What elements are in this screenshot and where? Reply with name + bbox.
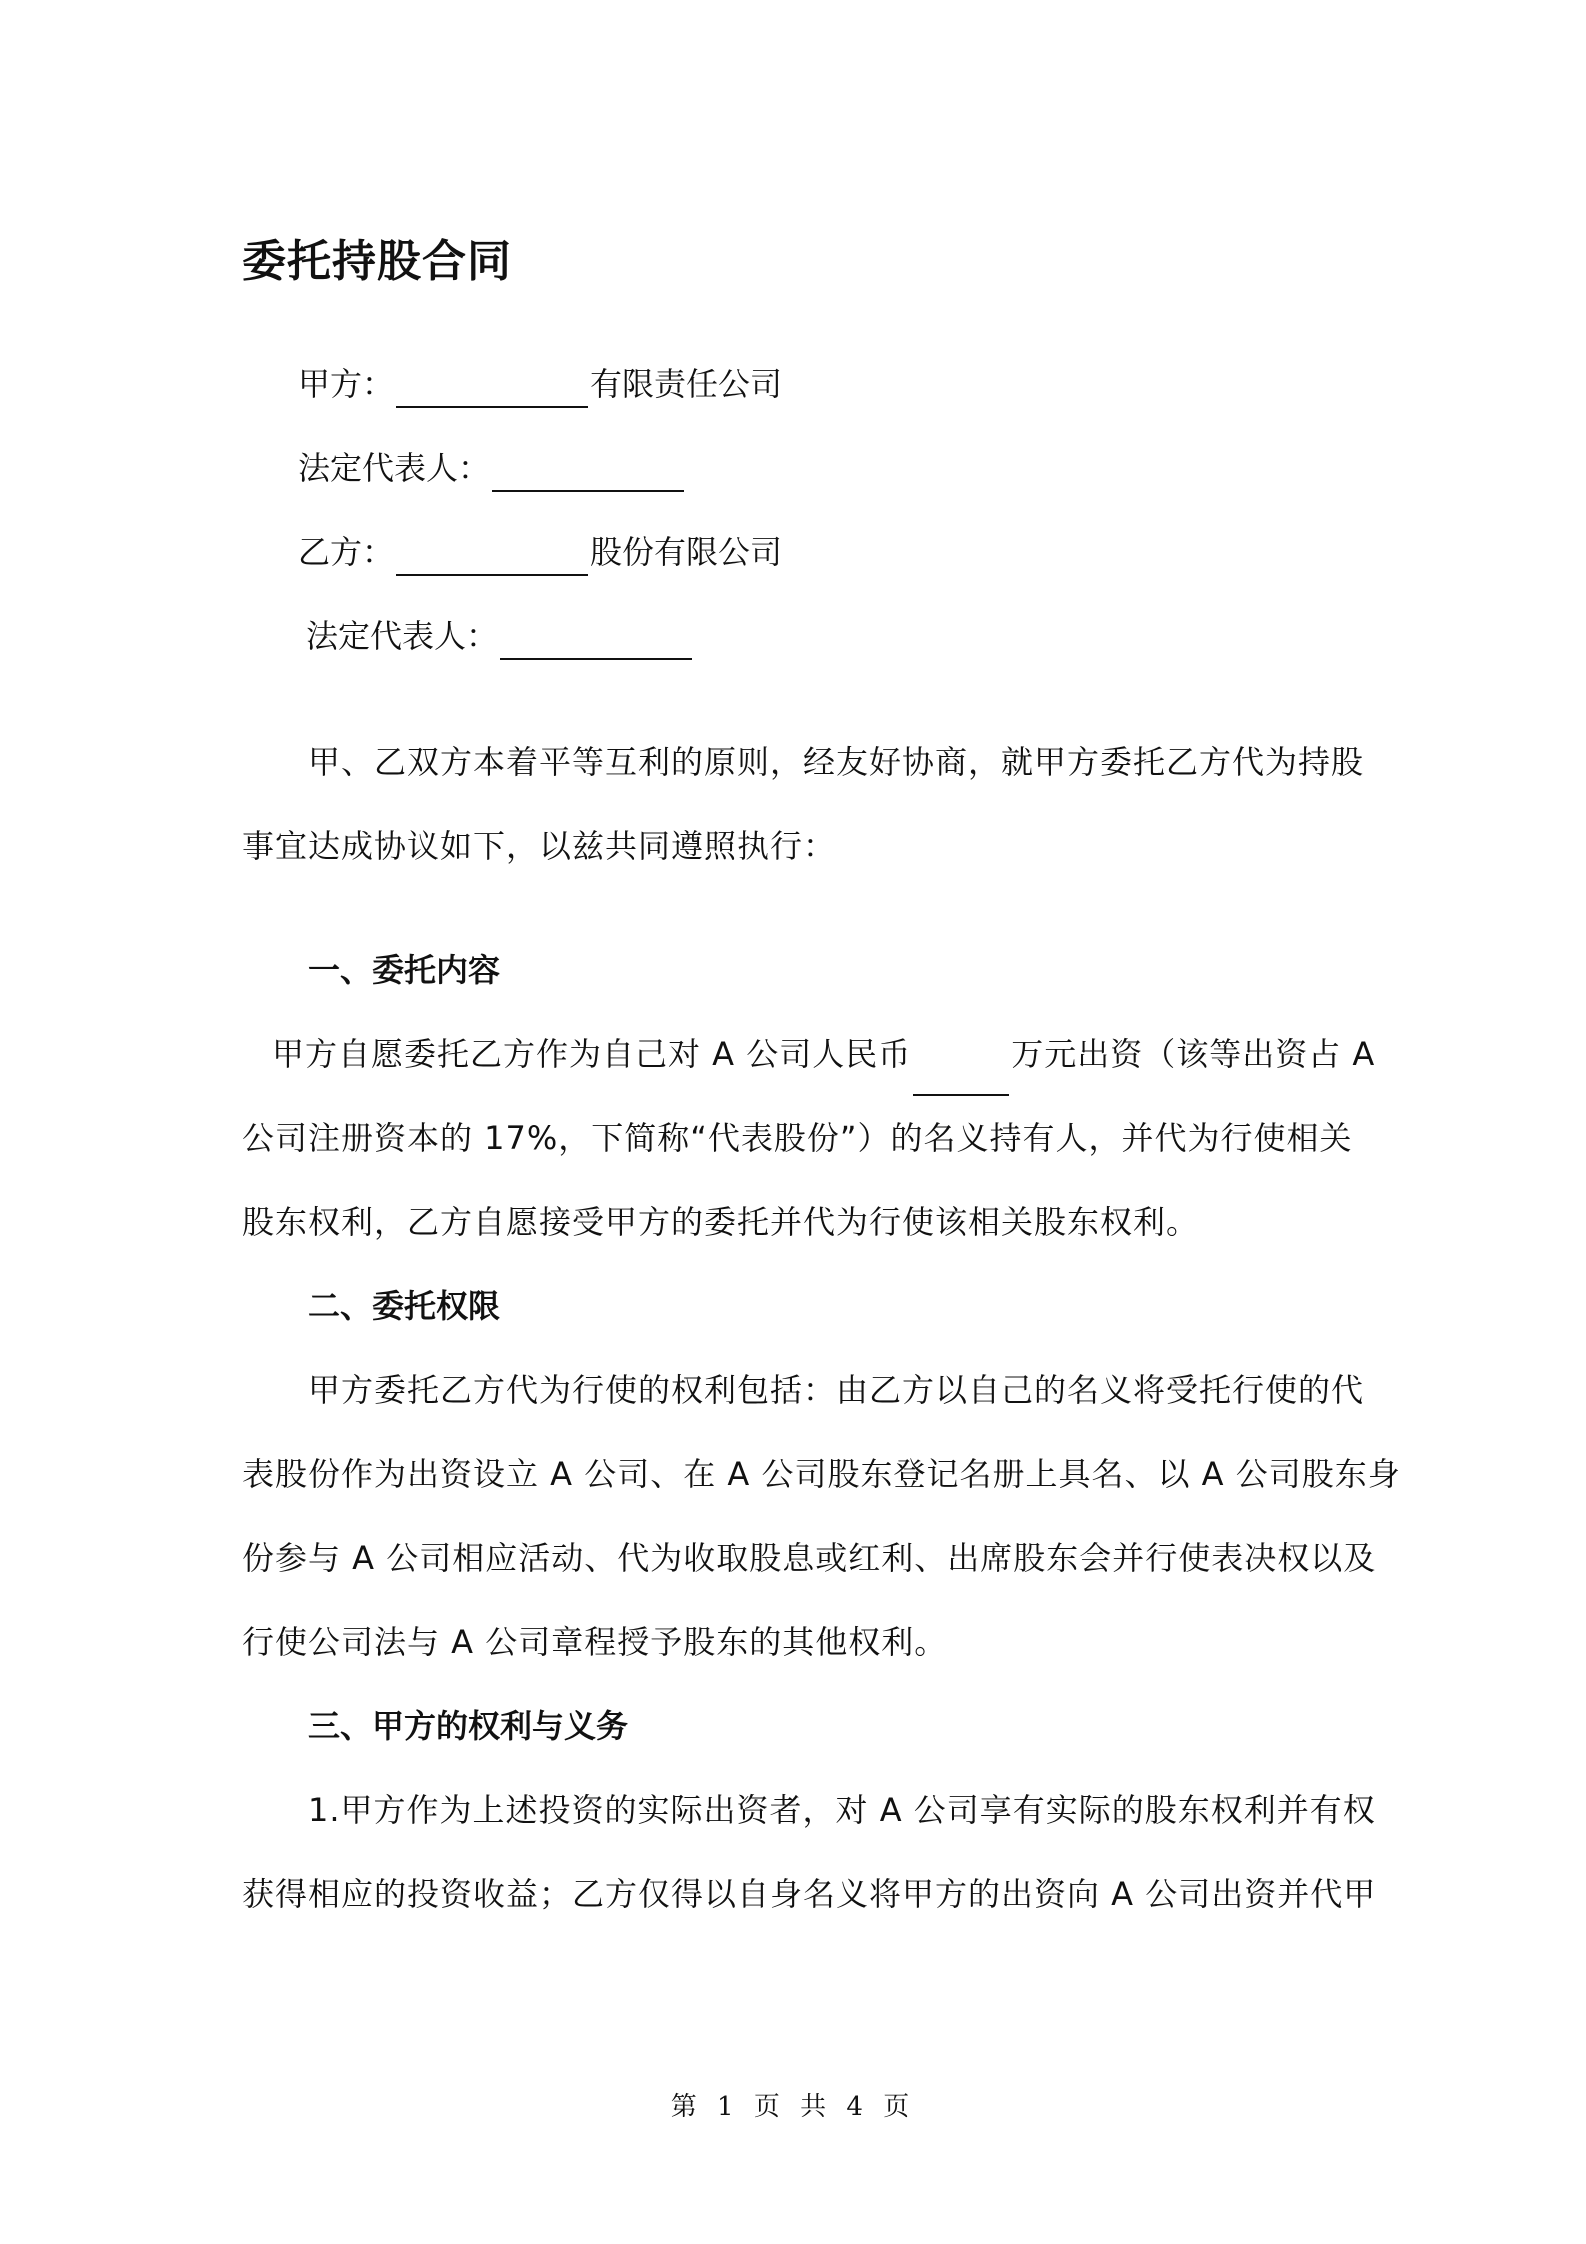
rep-a-blank bbox=[492, 450, 684, 492]
party-a-blank bbox=[396, 366, 588, 408]
section-1-line-1 bbox=[242, 1012, 1376, 1096]
party-a-label: 甲方： bbox=[298, 365, 395, 403]
intro-line-2: 事宜达成协议如下，以兹共同遵照执行： bbox=[242, 827, 837, 865]
party-a-line bbox=[298, 360, 782, 408]
section-2-line-4: 行使公司法与 A 公司章程授予股东的其他权利。 bbox=[242, 1623, 948, 1661]
section-2-line-2: 表股份作为出资设立 A 公司、在 A 公司股东登记名册上具名、以 A 公司股东身 bbox=[242, 1455, 1401, 1493]
party-a-suffix: 有限责任公司 bbox=[590, 365, 783, 403]
section-2-line-1: 甲方委托乙方代为行使的权利包括：由乙方以自己的名义将受托行使的代 bbox=[308, 1371, 1365, 1409]
section-1-line-3: 股东权利，乙方自愿接受甲方的委托并代为行使该相关股东权利。 bbox=[242, 1203, 1200, 1241]
rep-a-line bbox=[298, 444, 686, 492]
section-3-line-2: 获得相应的投资收益；乙方仅得以自身名义将甲方的出资向 A 公司出资并代甲 bbox=[242, 1875, 1377, 1913]
section-2-heading: 二、委托权限 bbox=[308, 1287, 501, 1325]
section-3-heading: 三、甲方的权利与义务 bbox=[308, 1707, 629, 1745]
section-2-line-3: 份参与 A 公司相应活动、代为收取股息或红利、出席股东会并行使表决权以及 bbox=[242, 1539, 1377, 1577]
party-b-suffix: 股份有限公司 bbox=[590, 533, 783, 571]
rep-b-label: 法定代表人： bbox=[306, 617, 499, 655]
intro-paragraph bbox=[242, 720, 1365, 888]
section-3-paragraph bbox=[242, 1768, 1377, 1936]
rep-b-blank bbox=[500, 618, 692, 660]
document-title: 委托持股合同 bbox=[242, 236, 512, 287]
section-1-line-2: 公司注册资本的 17%，下简称“代表股份”）的名义持有人，并代为行使相关 bbox=[242, 1119, 1353, 1157]
section-2-paragraph bbox=[242, 1348, 1401, 1684]
section-1-line-1-after: 万元出资（该等出资占 A bbox=[1011, 1035, 1376, 1073]
intro-line-1: 甲、乙双方本着平等互利的原则，经友好协商，就甲方委托乙方代为持股 bbox=[308, 743, 1365, 781]
party-b-label: 乙方： bbox=[298, 533, 395, 571]
amount-blank bbox=[913, 1042, 1009, 1096]
party-b-line bbox=[298, 528, 782, 576]
rep-b-line bbox=[306, 612, 694, 660]
rep-a-label: 法定代表人： bbox=[298, 449, 491, 487]
section-1-paragraph bbox=[242, 1012, 1376, 1264]
section-1-line-1-before: 甲方自愿委托乙方作为自己对 A 公司人民币 bbox=[272, 1035, 912, 1073]
section-3-line-1: 1.甲方作为上述投资的实际出资者，对 A 公司享有实际的股东权利并有权 bbox=[308, 1791, 1376, 1829]
party-b-blank bbox=[396, 534, 588, 576]
section-1-heading: 一、委托内容 bbox=[308, 951, 501, 989]
page-number-footer: 第 1 页 共 4 页 bbox=[670, 2092, 916, 2122]
